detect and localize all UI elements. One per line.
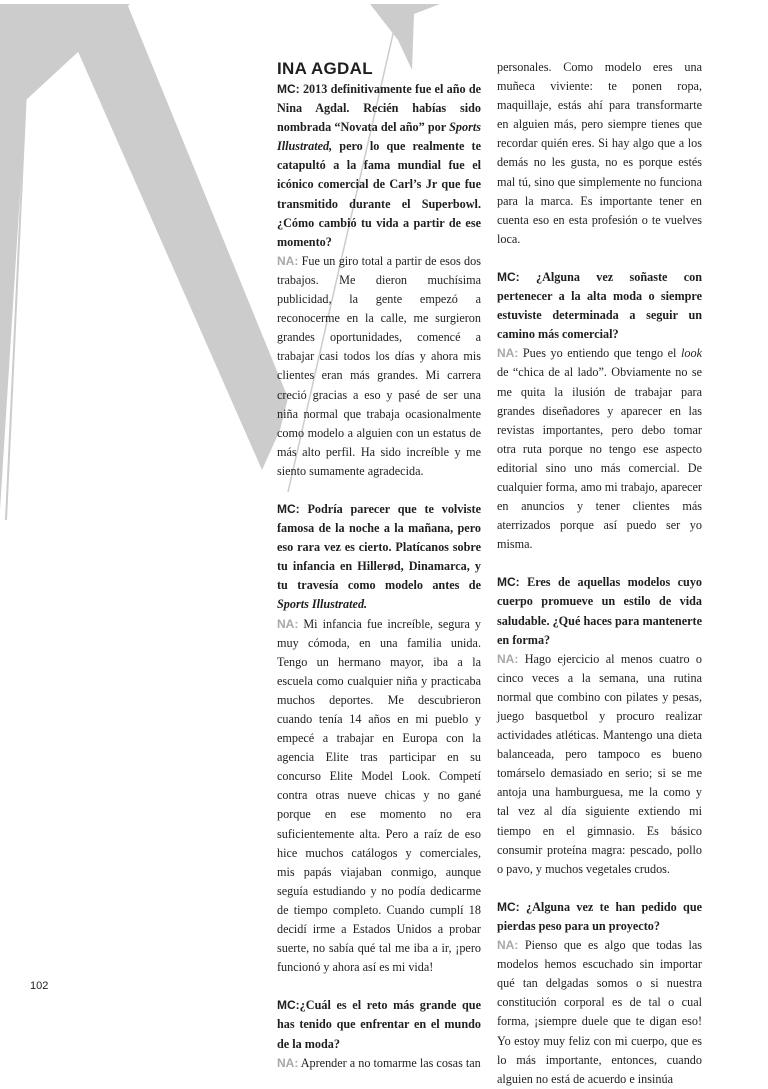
interviewee-name: INA AGDAL — [277, 59, 373, 78]
interviewee-tag: NA: — [497, 938, 519, 953]
question-5-text: Eres de aquellas modelos cuyo cuerpo promueve un estilo de vida saludable. ¿Qué haces para mantenerte en forma? — [497, 575, 703, 647]
question-1-text-end: pero lo que realmente te catapultó a la fama mundial fue el icónico comercial de Carl’s Jr que fue transmitido durante el Superbowl. ¿Cómo cambió tu vida a partir de ese momento? — [277, 139, 481, 249]
answer-5-text: Hago ejercicio al menos cuatro o cinco veces a la semana, una rutina normal que combino con pilates y pesas, juego basquetbol y procuro realizar actividades atléticas. Mantengo una dieta balanceada, pero tampoco es bueno tomárselo demasiado en serio; si se me antoja una hamburguesa, me la como y tal vez al día siguiente extiendo mi tiempo en el gimnasio. Es básico consumir proteína magra: pescado, pollo o pavo, y muchos vegetales crudos. — [497, 651, 702, 876]
question-1-text: 2013 definitivamente fue el año de Nina Agdal. Recién habías sido nombrada “Novata del año” por — [277, 82, 482, 135]
answer-4-text: Pues yo entiendo que tengo el — [522, 346, 682, 361]
answer-3-continued — [497, 58, 702, 249]
look-emphasis: look — [681, 346, 702, 361]
interviewer-tag: MC: — [497, 575, 520, 590]
interviewee-tag: NA: — [497, 346, 519, 361]
answer-2-text: Mi infancia fue increíble, segura y muy cómoda, en una familia unida. Tengo un hermano mayor, iba a la escuela como cualquier niña y practicaba muchos deportes. Me descubrieron cuando tenía 14 años en mi pueblo y empecé a trabajar en Europa con la agencia Elite tras participar en su concurso Elite Model Look. Competí contra otras nueve chicas y no gané porque en ese momento no era suficientemente alta. Pero a raíz de eso hice muchos catálogos y comerciales, mis papás viajaban conmigo, aunque seguía estudiando y no podía dedicarme de tiempo completo. Cuando cumplí 18 decidí irme a Estados Unidos a probar suerte, no sabía qué tal me iba a ir, ¡pero funcionó y ahora así es mi vida! — [277, 616, 481, 975]
question-3 — [277, 996, 481, 1053]
question-6-text: ¿Alguna vez te han pedido que pierdas peso para un proyecto? — [497, 899, 703, 933]
letter-n-diagonal — [58, 6, 288, 470]
answer-2 — [277, 615, 481, 978]
interviewer-tag: MC: — [277, 501, 300, 516]
answer-1 — [277, 252, 481, 481]
magazine-name-emphasis: Sports Illustrated. — [277, 597, 368, 612]
interviewee-tag: NA: — [277, 1055, 299, 1070]
interviewee-tag: NA: — [277, 253, 299, 268]
interviewee-tag: NA: — [497, 651, 519, 666]
interviewee-tag: NA: — [277, 616, 299, 631]
answer-6 — [497, 936, 702, 1089]
answer-1-text: Fue un giro total a partir de esos dos trabajos. Me dieron muchísima publicidad, la gente empezó a reconocerme en la calle, me surgieron grandes oportunidades, comencé a trabajar casi todos los días y ahora mis clientes eran más grandes. Mi carrera creció gracias a eso y pasé de ser una niña normal que trabaja ocasionalmente como modelo a alguien con un estatus de más alto perfil. Ha sido increíble y me siento sumamente agradecida. — [277, 253, 481, 478]
magazine-name-emphasis: Sports Illustrated, — [277, 120, 481, 154]
question-2-text: Podría parecer que te volviste famosa de la noche a la mañana, pero eso rara vez es cierto. Platícanos sobre tu infancia en Hillerød, Dinamarca, y tu travesía como modelo antes de — [277, 501, 482, 593]
interviewer-tag: MC: — [497, 899, 520, 914]
question-5 — [497, 573, 702, 649]
interviewer-tag: MC: — [497, 269, 520, 284]
answer-4 — [497, 344, 702, 554]
interviewer-tag: MC: — [277, 998, 300, 1013]
answer-3-start — [277, 1054, 481, 1073]
answer-5 — [497, 650, 702, 879]
question-4 — [497, 268, 702, 344]
question-3-text: ¿Cuál es el reto más grande que has tenido que enfrentar en el mundo de la moda? — [277, 998, 481, 1051]
interviewer-tag: MC: — [277, 82, 300, 96]
page-number: 102 — [30, 980, 49, 992]
question-2 — [277, 500, 481, 615]
question-6 — [497, 898, 702, 936]
answer-3-text-end: personales. Como modelo eres una muñeca viviente: te ponen ropa, maquillaje, estás ahí para transformarte en alguien más, pero siempre tienes que recordar quién eres. Si hay algo que a los demás no les gusta, no es porque estés mal tú, sino que simplemente no funciona para la marca. Es importante tener en cuenta eso en esta profesión o te vuelves loca. — [497, 60, 702, 246]
left-column — [277, 58, 481, 1073]
answer-6-text: Pienso que es algo que todas las modelos hemos escuchado sin importar qué tan delgadas somos o si nuestra constitución corporal es de tal o cual forma, ¡siempre duele que te digan eso! Yo estoy muy feliz con mi cuerpo, que es lo más importante, entonces, cuando alguien no está de acuerdo e insinúa — [497, 938, 702, 1086]
answer-3-text-start: Aprender a no tomarme las cosas tan — [300, 1055, 481, 1070]
question-1 — [277, 80, 481, 252]
question-4-text: ¿Alguna vez soñaste con pertenecer a la alta moda o siempre estuviste determinada a seguir un camino más comercial? — [497, 269, 702, 342]
answer-4-text-end: de “chica de al lado”. Obviamente no se me quita la ilusión de trabajar para grandes diseñadores y aparecer en las revistas importantes, pero debo tomar otra ruta porque no tengo ese aspecto editorial sino uno más comercial. De cualquier forma, amo mi trabajo, aparecer en anuncios y tener clientes más aterrizados porque así puedo ser yo misma. — [497, 365, 702, 552]
right-column — [497, 58, 702, 1089]
